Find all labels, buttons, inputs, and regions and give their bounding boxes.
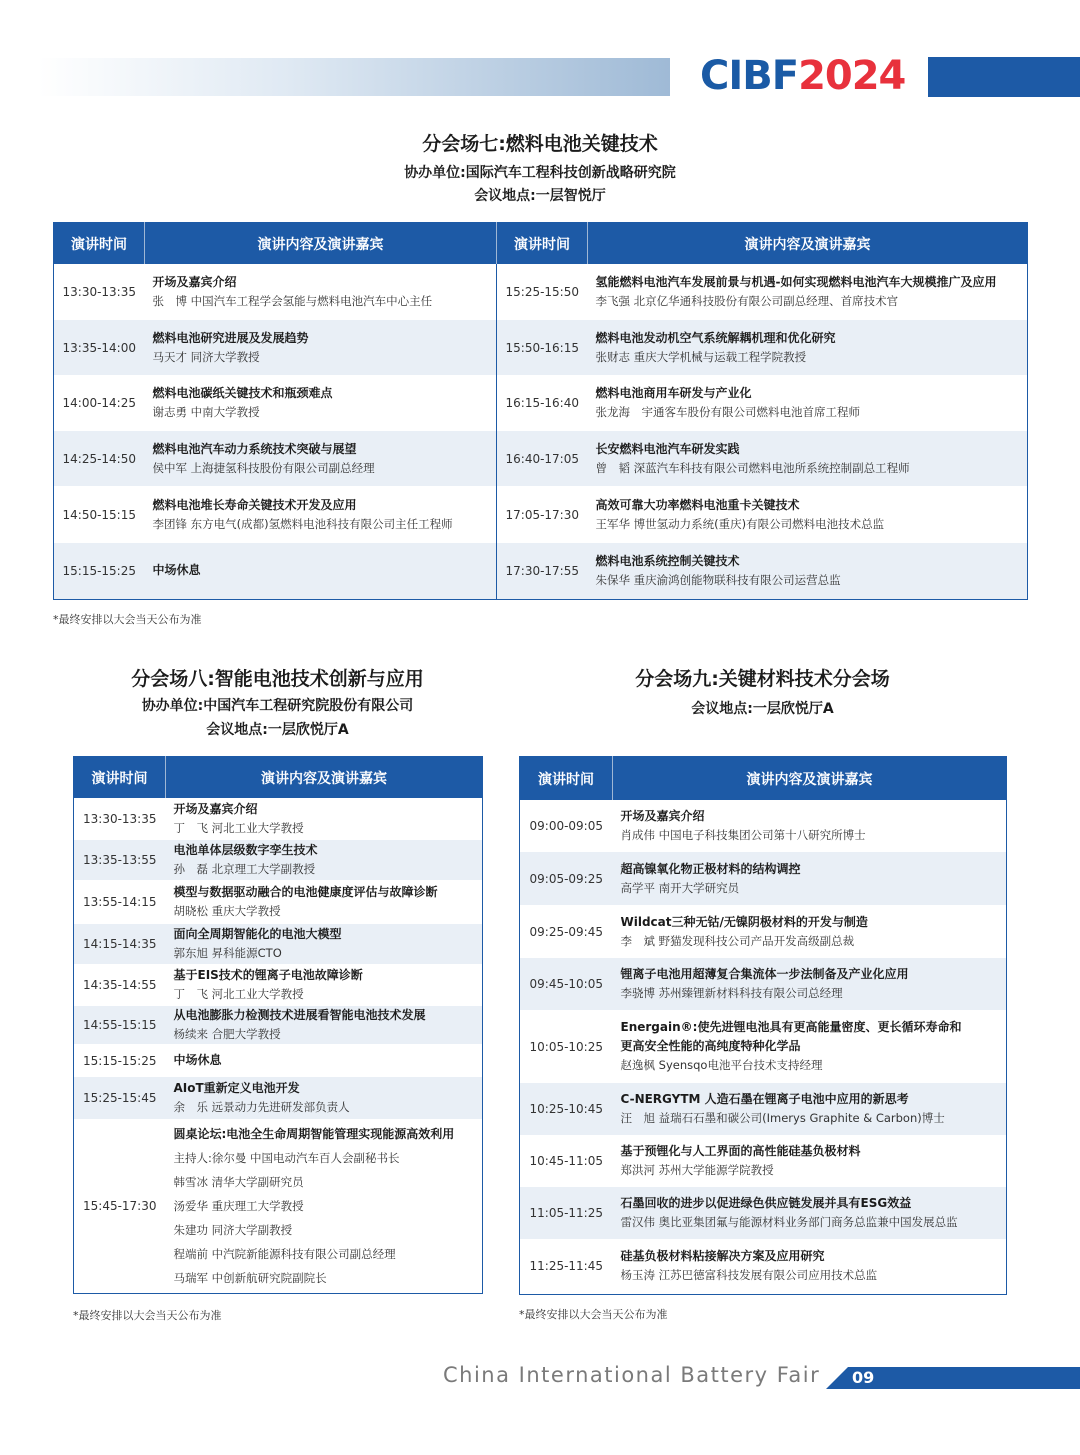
table-row: [74, 964, 483, 1006]
time-slot: 11:25-11:45: [520, 1239, 613, 1294]
s9-th-content: 演讲内容及演讲嘉宾: [613, 757, 1007, 801]
table-row: [54, 320, 1028, 375]
talk-cell: [613, 958, 1007, 1010]
talk-cell: [145, 264, 497, 320]
talk-cell: [613, 1083, 1007, 1135]
s9-schedule-table: [519, 756, 1007, 1295]
talk-speaker: 张龙海 宇通客车股份有限公司燃料电池首席工程师: [595, 405, 860, 419]
s8-schedule-table: [73, 756, 483, 1294]
forum-participant: 程端前 中汽院新能源科技有限公司副总经理: [173, 1246, 396, 1261]
talk-speaker: 郑洪河 苏州大学能源学院教授: [620, 1163, 774, 1177]
talk-topic: 从电池膨胀力检测技术进展看智能电池技术发展: [173, 1008, 426, 1022]
talk-speaker: 肖成伟 中国电子科技集团公司第十八研究所博士: [620, 828, 866, 842]
time-slot: 10:05-10:25: [520, 1010, 613, 1083]
talk-speaker: 王军华 博世氢动力系统(重庆)有限公司燃料电池技术总监: [595, 516, 885, 531]
forum-participant: 朱建功 同济大学副教授: [173, 1222, 293, 1237]
time-slot: 14:35-14:55: [74, 964, 166, 1006]
time-slot: 13:35-13:55: [74, 840, 166, 880]
s8-note: *最终安排以大会当天公布为准: [73, 1309, 222, 1322]
talk-topic: 石墨回收的进步以促进绿色供应链发展并具有ESG效益: [620, 1196, 912, 1210]
time-slot: 13:30-13:35: [54, 264, 145, 320]
table-row: [74, 924, 483, 964]
talk-cell: [166, 798, 483, 840]
talk-cell: [613, 1135, 1007, 1187]
talk-topic-line2: 更高安全性能的高纯度特种化学品: [620, 1039, 801, 1053]
table-row: [54, 543, 1028, 599]
time-slot: 15:25-15:50: [497, 264, 588, 320]
forum-cell: [166, 1119, 483, 1293]
talk-topic: 硅基负极材料粘接解决方案及应用研究: [620, 1249, 825, 1264]
talk-topic: 中场休息: [173, 1053, 222, 1067]
talk-cell: [145, 375, 497, 431]
table-row: [520, 1239, 1007, 1294]
time-slot: 15:45-17:30: [74, 1119, 166, 1293]
talk-cell: [166, 840, 483, 880]
talk-cell: [613, 1187, 1007, 1239]
time-slot: 15:50-16:15: [497, 320, 588, 375]
talk-cell: [613, 1010, 1007, 1083]
time-slot: 14:00-14:25: [54, 375, 145, 431]
talk-cell: [166, 1044, 483, 1077]
talk-speaker: 高学平 南开大学研究员: [620, 880, 740, 895]
talk-topic: 中场休息: [152, 563, 201, 578]
table-row: [520, 1083, 1007, 1135]
table-row: [520, 1187, 1007, 1239]
s8-th-time: 演讲时间: [74, 757, 166, 799]
header-blue-bar: [928, 57, 1080, 97]
table-row: [54, 375, 1028, 431]
table-row: [74, 1077, 483, 1119]
time-slot: 15:15-15:25: [74, 1044, 166, 1077]
talk-topic: AIoT重新定义电池开发: [173, 1081, 300, 1095]
time-slot: 13:55-14:15: [74, 880, 166, 924]
time-slot: 09:45-10:05: [520, 958, 613, 1010]
talk-cell: [588, 486, 1028, 543]
talk-speaker: 汪 旭 益瑞石石墨和碳公司(Imerys Graphite & Carbon)博士: [620, 1111, 945, 1125]
s7-organizer: 协办单位:国际汽车工程科技创新战略研究院: [404, 165, 676, 181]
talk-cell: [166, 924, 483, 964]
talk-cell: [166, 1006, 483, 1044]
forum-participant: 汤爱华 重庆理工大学教授: [173, 1198, 304, 1213]
talk-cell: [145, 431, 497, 486]
table-row: [74, 798, 483, 840]
talk-speaker: 郭东旭 昇科能源CTO: [173, 946, 282, 960]
talk-cell: [145, 320, 497, 375]
talk-speaker: 马天才 同济大学教授: [152, 349, 260, 364]
talk-topic: C-NERGYTM 人造石墨在锂离子电池中应用的新思考: [620, 1092, 909, 1106]
talk-topic: 基于预锂化与人工界面的高性能硅基负极材料: [620, 1144, 861, 1158]
time-slot: 14:15-14:35: [74, 924, 166, 964]
talk-cell: [166, 1077, 483, 1119]
time-slot: 10:25-10:45: [520, 1083, 613, 1135]
s7-th-content-right: 演讲内容及演讲嘉宾: [588, 223, 1028, 265]
time-slot: 11:05-11:25: [520, 1187, 613, 1239]
talk-speaker: 张 博 中国汽车工程学会氢能与燃料电池汽车中心主任: [152, 294, 433, 308]
talk-speaker: 朱保华 重庆渝鸿创能物联科技有限公司运营总监: [595, 572, 841, 587]
table-row: [520, 905, 1007, 958]
time-slot: 17:05-17:30: [497, 486, 588, 543]
talk-topic: Energain®:使先进锂电池具有更高能量密度、更长循环寿命和: [620, 1020, 962, 1034]
time-slot: 13:35-14:00: [54, 320, 145, 375]
time-slot: 09:05-09:25: [520, 852, 613, 905]
talk-cell: [588, 431, 1028, 486]
talk-topic: 氢能燃料电池汽车发展前景与机遇-如何实现燃料电池汽车大规模推广及应用: [595, 275, 997, 289]
talk-cell: [588, 264, 1028, 320]
s7-schedule-table: [53, 222, 1028, 600]
talk-speaker: 谢志勇 中南大学教授: [152, 405, 260, 419]
talk-topic: 长安燃料电池汽车研发实践: [595, 441, 740, 456]
talk-speaker: 胡晓松 重庆大学教授: [173, 904, 281, 918]
s8-organizer: 协办单位:中国汽车工程研究院股份有限公司: [141, 698, 414, 714]
talk-speaker: 李 斌 野猫发现科技公司产品开发高级副总裁: [620, 933, 855, 948]
s7-note: *最终安排以大会当天公布为准: [53, 613, 202, 626]
talk-cell: [166, 964, 483, 1006]
s8-venue: 会议地点:一层欣悦厅A: [206, 722, 349, 738]
talk-topic: Wildcat三种无钴/无镍阴极材料的开发与制造: [620, 914, 868, 929]
footer-fair-name: China International Battery Fair: [443, 1363, 821, 1387]
talk-cell: [145, 486, 497, 543]
talk-topic: 高效可靠大功率燃料电池重卡关键技术: [595, 497, 800, 512]
table-row: [74, 1006, 483, 1044]
s7-venue: 会议地点:一层智悦厅: [474, 188, 606, 204]
s9-venue: 会议地点:一层欣悦厅A: [691, 701, 834, 717]
talk-speaker: 张财志 重庆大学机械与运载工程学院教授: [595, 349, 807, 364]
s7-th-content-left: 演讲内容及演讲嘉宾: [145, 223, 497, 265]
talk-speaker: 雷汉伟 奥比亚集团氟与能源材料业务部门商务总监兼中国发展总监: [620, 1215, 958, 1229]
time-slot: 14:50-15:15: [54, 486, 145, 543]
table-row: [520, 1010, 1007, 1083]
time-slot: 15:25-15:45: [74, 1077, 166, 1119]
talk-cell: [613, 800, 1007, 852]
forum-topic: 圆桌论坛:电池全生命周期智能管理实现能源高效利用: [173, 1126, 455, 1141]
talk-topic: 开场及嘉宾介绍: [173, 802, 258, 816]
talk-topic: 电池单体层级数字孪生技术: [173, 843, 318, 857]
talk-topic: 燃料电池汽车动力系统技术突破与展望: [152, 441, 357, 456]
talk-topic: 基于EIS技术的锂离子电池故障诊断: [173, 968, 363, 982]
talk-cell: [613, 852, 1007, 905]
talk-speaker: 丁 飞 河北工业大学教授: [173, 987, 304, 1001]
page-number: 09: [852, 1368, 875, 1387]
forum-participant: 韩雪冰 清华大学副研究员: [173, 1174, 304, 1189]
talk-topic: 燃料电池碳纸关键技术和瓶颈难点: [152, 386, 333, 400]
time-slot: 09:00-09:05: [520, 800, 613, 852]
talk-topic: 燃料电池研究进展及发展趋势: [152, 330, 309, 345]
s8-th-content: 演讲内容及演讲嘉宾: [166, 757, 483, 799]
talk-topic: 超高镍氧化物正极材料的结构调控: [620, 861, 801, 876]
s7-th-time-left: 演讲时间: [54, 223, 145, 265]
talk-topic: 开场及嘉宾介绍: [620, 809, 705, 823]
talk-cell: [166, 880, 483, 924]
talk-speaker: 杨玉涛 江苏巴德富科技发展有限公司应用技术总监: [620, 1268, 878, 1283]
s9-note: *最终安排以大会当天公布为准: [519, 1308, 668, 1321]
talk-speaker: 曾 韬 深蓝汽车科技有限公司燃料电池所系统控制副总工程师: [595, 460, 910, 475]
table-row: [520, 800, 1007, 852]
header-gradient-band: [38, 58, 670, 96]
talk-speaker: 李骁博 苏州臻锂新材料科技有限公司总经理: [620, 986, 843, 1000]
talk-speaker: 丁 飞 河北工业大学教授: [173, 821, 304, 835]
talk-speaker: 杨续来 合肥大学教授: [173, 1027, 281, 1041]
talk-cell: [613, 905, 1007, 958]
table-row: [54, 431, 1028, 486]
time-slot: 10:45-11:05: [520, 1135, 613, 1187]
table-row: [74, 840, 483, 880]
time-slot: 14:25-14:50: [54, 431, 145, 486]
table-row: [520, 958, 1007, 1010]
talk-speaker: 余 乐 远景动力先进研发部负责人: [173, 1100, 350, 1114]
time-slot: 09:25-09:45: [520, 905, 613, 958]
talk-cell: [588, 320, 1028, 375]
time-slot: 15:15-15:25: [54, 543, 145, 599]
talk-topic: 燃料电池系统控制关键技术: [595, 553, 740, 568]
talk-topic: 模型与数据驱动融合的电池健康度评估与故障诊断: [173, 885, 438, 899]
talk-topic: 锂离子电池用超薄复合集流体一步法制备及产业化应用: [620, 967, 909, 981]
table-row: [74, 1044, 483, 1077]
talk-cell: [588, 543, 1028, 599]
table-row: [54, 264, 1028, 320]
s9-th-time: 演讲时间: [520, 757, 613, 801]
talk-speaker: 侯中军 上海捷氢科技股份有限公司副总经理: [152, 460, 375, 475]
talk-speaker: 李团锋 东方电气(成都)氢燃料电池科技有限公司主任工程师: [152, 516, 453, 531]
time-slot: 16:15-16:40: [497, 375, 588, 431]
table-row: [520, 1135, 1007, 1187]
talk-topic: 燃料电池发动机空气系统解耦机理和优化研究: [595, 330, 836, 345]
table-row: [520, 852, 1007, 905]
talk-speaker: 孙 磊 北京理工大学副教授: [173, 862, 316, 876]
talk-cell: [588, 375, 1028, 431]
table-row: [54, 486, 1028, 543]
time-slot: 17:30-17:55: [497, 543, 588, 599]
forum-participant: 马瑞军 中创新航研究院副院长: [173, 1270, 327, 1285]
talk-speaker: 李飞强 北京亿华通科技股份有限公司副总经理、首席技术官: [595, 294, 899, 308]
s7-th-time-right: 演讲时间: [497, 223, 588, 265]
talk-cell: [145, 543, 497, 599]
talk-speaker: 赵逸枫 Syensqo电池平台技术支持经理: [620, 1058, 823, 1072]
s7-title: 分会场七:燃料电池关键技术: [422, 133, 658, 155]
talk-topic: 燃料电池商用车研发与产业化: [595, 386, 752, 400]
talk-topic: 燃料电池堆长寿命关键技术开发及应用: [152, 497, 357, 512]
forum-participant: 主持人:徐尔曼 中国电动汽车百人会副秘书长: [173, 1150, 400, 1165]
time-slot: 16:40-17:05: [497, 431, 588, 486]
talk-topic: 开场及嘉宾介绍: [152, 275, 237, 289]
talk-cell: [613, 1239, 1007, 1294]
time-slot: 14:55-15:15: [74, 1006, 166, 1044]
talk-topic: 面向全周期智能化的电池大模型: [173, 927, 342, 941]
s8-title: 分会场八:智能电池技术创新与应用: [131, 668, 424, 690]
cibf-logo: CIBF2024: [700, 53, 906, 99]
s9-title: 分会场九:关键材料技术分会场: [635, 668, 890, 690]
forum-row: [74, 1119, 483, 1293]
table-row: [74, 880, 483, 924]
time-slot: 13:30-13:35: [74, 798, 166, 840]
